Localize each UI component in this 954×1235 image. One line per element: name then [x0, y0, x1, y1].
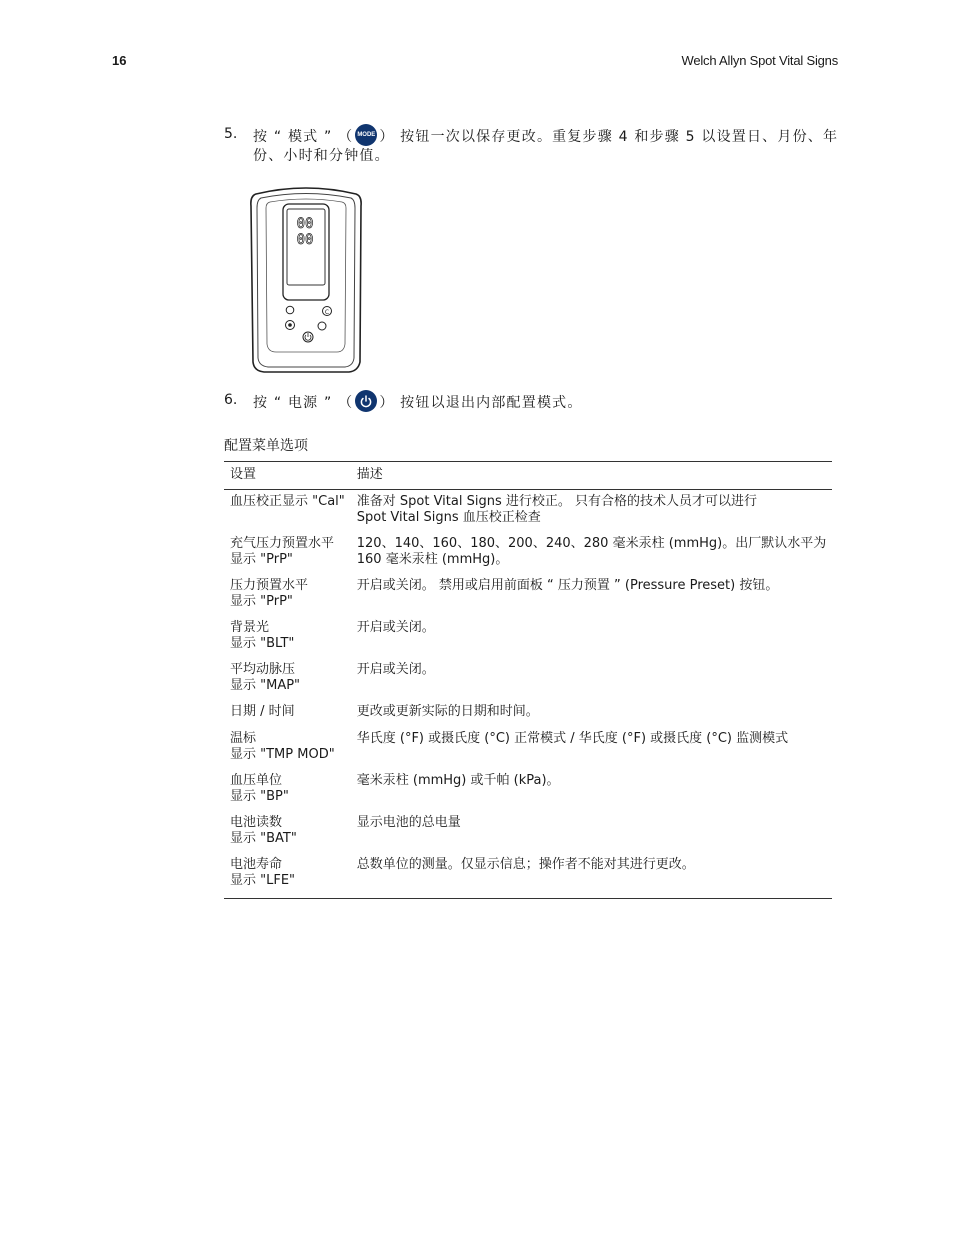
- setting-cell: [224, 812, 351, 854]
- running-header: Welch Allyn Spot Vital Signs: [681, 53, 838, 68]
- display-digits-top: 00: [296, 216, 314, 232]
- cell-line: 毫米汞柱 (mmHg) 或千帕 (kPa)。: [356, 773, 560, 788]
- power-button-icon: [355, 390, 377, 412]
- description-cell: [351, 701, 832, 728]
- cell-line: 平均动脉压: [230, 662, 296, 677]
- cell-line: 开启或关闭。 禁用或启用前面板 “ 压力预置 ” (Pressure Preset) 按钮。: [356, 578, 779, 593]
- header-setting: 设置: [230, 467, 257, 482]
- device-drawing: [250, 184, 362, 374]
- setting-cell: [224, 575, 351, 617]
- page-number: 16: [112, 53, 127, 68]
- cell-line: 血压单位: [230, 773, 283, 788]
- step-text-before: 按 “ 模式 ” （: [253, 129, 354, 145]
- description-cell: [351, 854, 832, 899]
- cell-line: 日期 / 时间: [230, 704, 295, 719]
- cell-line: 显示电池的总电量: [356, 815, 461, 830]
- mode-icon-label: MODE: [357, 132, 376, 138]
- step-number: 5.: [224, 126, 238, 142]
- cell-line: 开启或关闭。: [356, 662, 435, 677]
- step-number: 6.: [224, 392, 238, 408]
- cell-line: 120、140、160、180、200、240、280 毫米汞柱 (mmHg)。出厂默认水平为: [356, 536, 827, 551]
- table-row: [224, 575, 832, 617]
- description-cell: [351, 659, 832, 701]
- description-cell: [351, 728, 832, 770]
- setting-cell: [224, 490, 351, 534]
- table-row: [224, 728, 832, 770]
- cell-line: Spot Vital Signs 血压校正检查: [356, 510, 541, 525]
- cell-line: 华氏度 (°F) 或摄氏度 (°C) 正常模式 / 华氏度 (°F) 或摄氏度 (°C) 监测模式: [356, 731, 789, 746]
- cell-line: 温标: [230, 731, 257, 746]
- cell-line: 显示 "BAT": [230, 831, 297, 846]
- display-digits-bottom: 00: [296, 232, 314, 248]
- config-options-table: [224, 461, 832, 899]
- setting-cell: [224, 659, 351, 701]
- description-cell: [351, 617, 832, 659]
- cell-line: 充气压力预置水平: [230, 536, 335, 551]
- description-cell: [351, 490, 832, 534]
- cell-line: 160 毫米汞柱 (mmHg)。: [356, 552, 509, 567]
- cell-line: 准备对 Spot Vital Signs 进行校正。 只有合格的技术人员才可以进行: [356, 494, 757, 509]
- device-illustration: [250, 184, 362, 374]
- description-cell: [351, 770, 832, 812]
- step-text: [253, 392, 583, 414]
- table-row: [224, 770, 832, 812]
- cell-line: 显示 "PrP": [230, 552, 293, 567]
- table-row: [224, 617, 832, 659]
- cell-line: 背景光: [230, 620, 270, 635]
- cell-line: 显示 "BLT": [230, 636, 295, 651]
- step-text-before: 按 “ 电源 ” （: [253, 395, 354, 411]
- table-row: [224, 854, 832, 899]
- cell-line: 开启或关闭。: [356, 620, 435, 635]
- step-text: [253, 126, 843, 165]
- step-5: [224, 126, 842, 162]
- mode-button-icon: [355, 124, 377, 146]
- table-row: [224, 812, 832, 854]
- setting-cell: [224, 617, 351, 659]
- step-text-after: ） 按钮以退出内部配置模式。: [379, 395, 583, 411]
- setting-cell: [224, 728, 351, 770]
- step-text-after: ） 按钮一次以保存更改。重复步骤 4 和步骤 5 以设置日、月份、年份、小时和分钟值。: [253, 129, 839, 164]
- table-title: 配置菜单选项: [224, 438, 308, 454]
- table-row: [224, 659, 832, 701]
- cell-line: 压力预置水平: [230, 578, 309, 593]
- table-row: [224, 701, 832, 728]
- setting-cell: [224, 533, 351, 575]
- setting-cell: [224, 854, 351, 899]
- cell-line: 显示 "BP": [230, 789, 289, 804]
- svg-text:C: C: [324, 309, 330, 316]
- table-row: [224, 533, 832, 575]
- description-cell: [351, 533, 832, 575]
- cell-line: 显示 "PrP": [230, 594, 293, 609]
- setting-cell: [224, 770, 351, 812]
- cell-line: 总数单位的测量。仅显示信息；操作者不能对其进行更改。: [356, 857, 695, 872]
- cell-line: 更改或更新实际的日期和时间。: [356, 704, 539, 719]
- cell-line: 显示 "LFE": [230, 873, 296, 888]
- table-row: [224, 490, 832, 534]
- setting-cell: [224, 701, 351, 728]
- cell-line: 电池读数: [230, 815, 283, 830]
- cell-line: 显示 "MAP": [230, 678, 301, 693]
- description-cell: [351, 575, 832, 617]
- cell-line: 血压校正显示 "Cal": [230, 494, 345, 509]
- table-header-row: [224, 462, 832, 490]
- header-description: 描述: [356, 467, 383, 482]
- step-6: [224, 392, 724, 412]
- power-icon: [355, 390, 377, 412]
- cell-line: 电池寿命: [230, 857, 283, 872]
- description-cell: [351, 812, 832, 854]
- cell-line: 显示 "TMP MOD": [230, 747, 335, 762]
